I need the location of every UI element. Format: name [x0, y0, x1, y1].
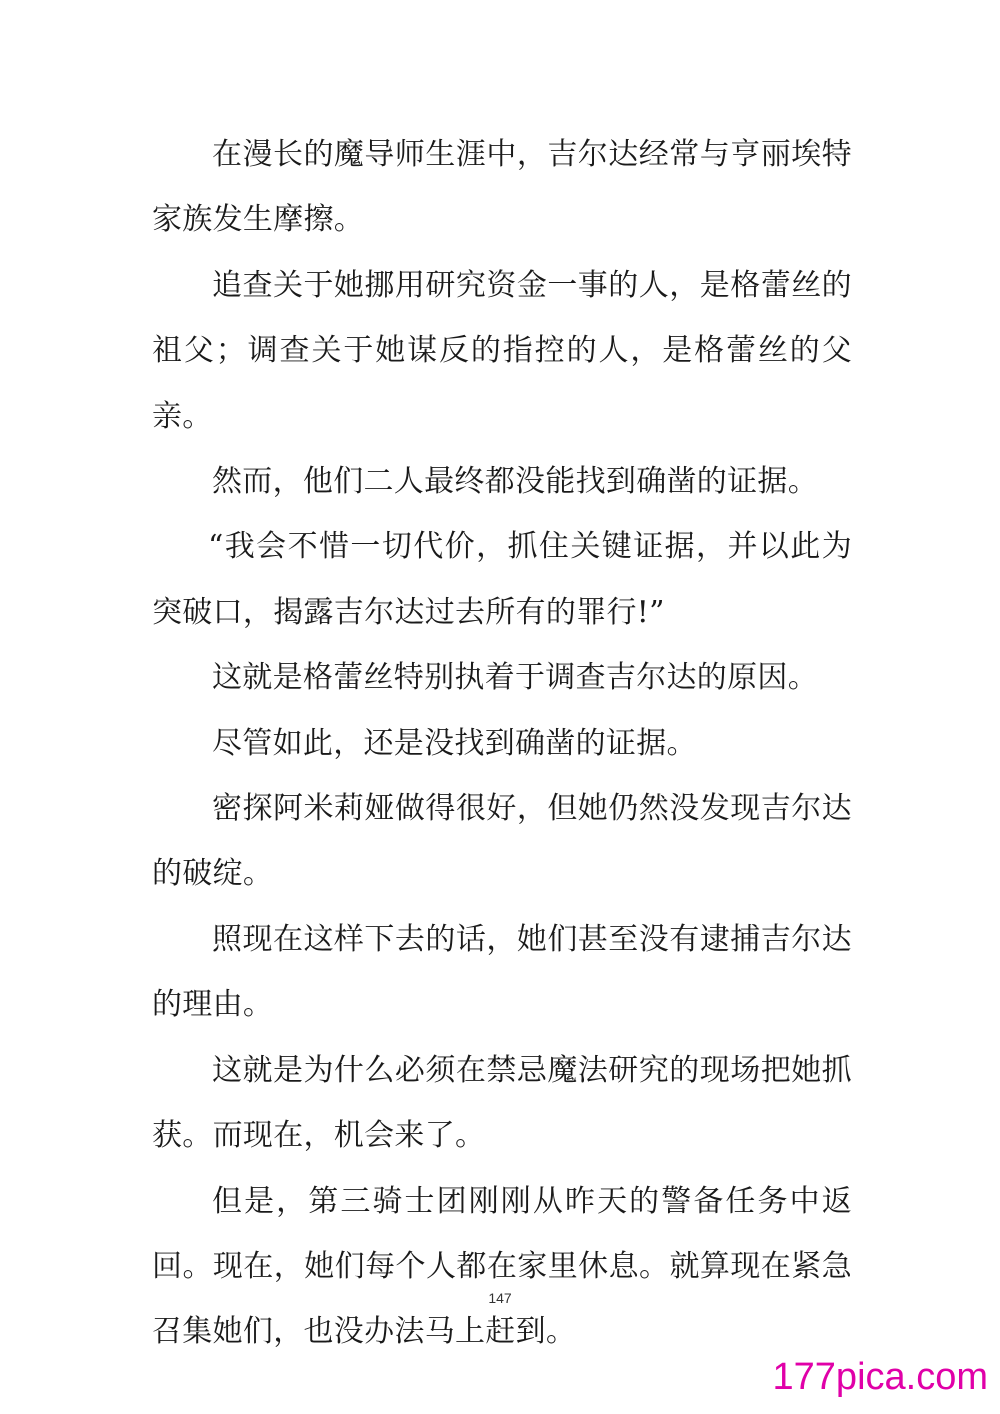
- paragraph: 在漫长的魔导师生涯中，吉尔达经常与亨丽埃特家族发生摩擦。: [152, 137, 852, 238]
- paragraph: 但是，第三骑士团刚刚从昨天的警备任务中返回。现在，她们每个人都在家里休息。就算现在紧急召集她们，也没办法马上赶到。: [152, 1183, 852, 1350]
- paragraph: 尽管如此，还是没找到确凿的证据。: [212, 725, 697, 761]
- body-text: [152, 122, 852, 1365]
- paragraph: 追查关于她挪用研究资金一事的人，是格蕾丝的祖父；调查关于她谋反的指控的人，是格蕾丝的父亲。: [152, 267, 852, 434]
- paragraph: 密探阿米莉娅做得很好，但她仍然没发现吉尔达的破绽。: [152, 791, 852, 892]
- page-number: 147: [488, 1290, 512, 1306]
- watermark: 177pica.com: [772, 1356, 988, 1398]
- paragraph: 这就是格蕾丝特别执着于调查吉尔达的原因。: [212, 660, 818, 696]
- paragraph: 然而，他们二人最终都没能找到确凿的证据。: [212, 464, 818, 500]
- paragraph: 照现在这样下去的话，她们甚至没有逮捕吉尔达的理由。: [152, 921, 852, 1023]
- paragraph: 这就是为什么必须在禁忌魔法研究的现场把她抓获。而现在，机会来了。: [152, 1052, 852, 1154]
- paragraph-quote: “我会不惜一切代价，抓住关键证据，并以此为突破口，揭露吉尔达过去所有的罪行!”: [152, 529, 852, 630]
